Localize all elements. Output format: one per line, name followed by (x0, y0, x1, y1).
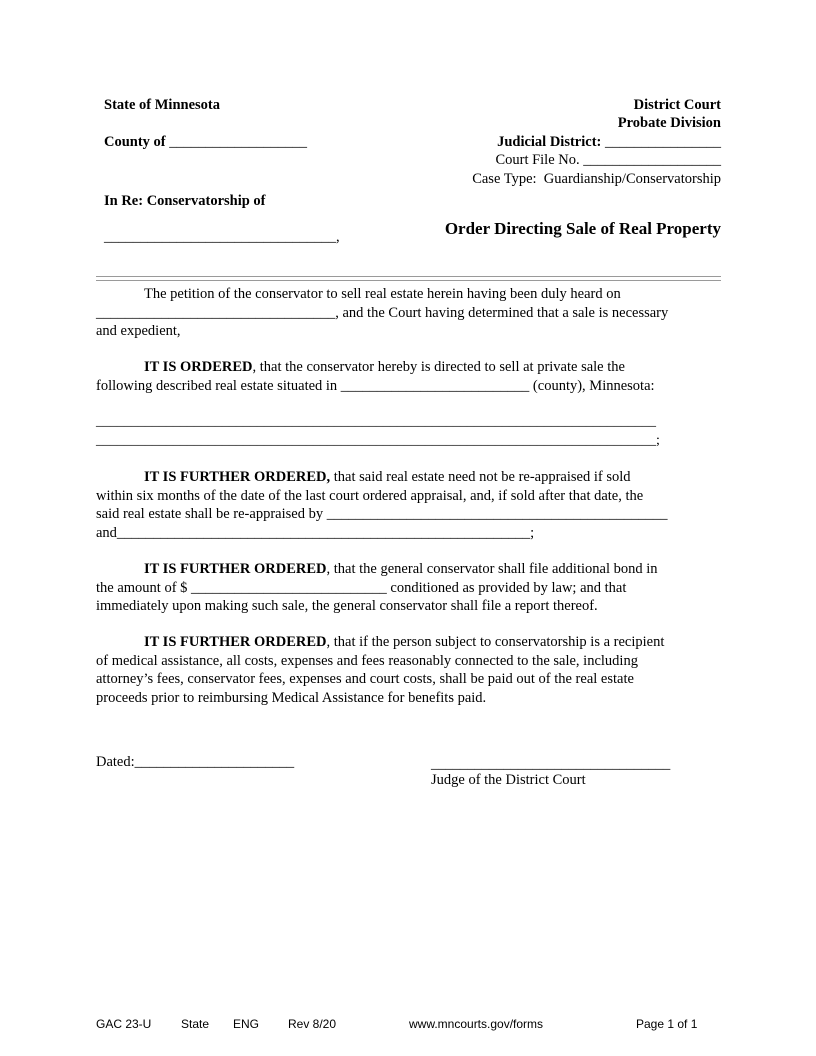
reappraisal-line-2: within six months of the date of the last court ordered appraisal, and, if sold after that date, the (96, 487, 644, 504)
ordered-lead: IT IS ORDERED (144, 359, 253, 375)
footer-revision: Rev 8/20 (288, 1017, 337, 1031)
court-file-line (495, 152, 721, 169)
judge-label: Judge of the District Court (431, 772, 586, 788)
medical-assistance-line-3: attorney’s fees, conservator fees, expenses and court costs, shall be paid out of the real estate (96, 671, 634, 687)
court-file-label: Court File No. (495, 152, 580, 168)
property-line-2[interactable]: ________________________________________________________________________________; (96, 432, 660, 448)
court-label: District Court (633, 97, 721, 113)
medical-assistance-line-4: proceeds prior to reimbursing Medical Assistance for benefits paid. (96, 689, 487, 706)
bond-line-1: , that the general conservator shall file additional bond in (326, 561, 658, 577)
petition-line-1: The petition of the conservator to sell real estate herein having been duly heard on (144, 286, 621, 302)
footer-page-number: Page 1 of 1 (636, 1017, 698, 1031)
bond-line-3: immediately upon making such sale, the general conservator shall file a report thereof. (96, 598, 598, 614)
petition-line-3: and expedient, (96, 323, 181, 339)
division-label: Probate Division (617, 115, 721, 131)
medical-assistance-line-1: , that if the person subject to conservatorship is a recipient (326, 634, 665, 650)
petition-paragraph (96, 285, 720, 341)
reappraisal-lead: IT IS FURTHER ORDERED, (144, 469, 331, 485)
header-divider-top (96, 276, 721, 277)
ordered-line-1: , that the conservator hereby is directed to sell at private sale the (252, 359, 625, 375)
ordered-paragraph (96, 358, 720, 395)
footer-language: ENG (233, 1017, 260, 1031)
reappraisal-line-1: that said real estate need not be re-appraised if sold (330, 469, 631, 485)
county-field[interactable]: ___________________ (169, 134, 308, 150)
judge-signature-line[interactable]: _________________________________ (431, 756, 671, 772)
case-type: Case Type: Guardianship/Conservatorship (472, 171, 721, 187)
reappraisal-line-4: and_________________________________________________________; (96, 524, 535, 541)
reappraisal-line-3: said real estate shall be re-appraised by _______________________________________________ (96, 506, 668, 522)
reappraisal-paragraph (96, 468, 720, 542)
property-description (96, 413, 720, 450)
court-file-field[interactable]: ___________________ (583, 152, 721, 168)
judicial-district-field[interactable]: ________________ (605, 134, 721, 150)
petition-line-2: _________________________________, and the Court having determined that a sale is necessary (96, 304, 669, 321)
county-label: County of (104, 134, 166, 150)
bond-line-2: the amount of $ ___________________________ conditioned as provided by law; and that (96, 579, 627, 596)
header-divider-bottom (96, 280, 721, 281)
property-line-1[interactable]: ________________________________________________________________________________ (96, 414, 656, 429)
in-re-label: In Re: Conservatorship of (104, 193, 266, 209)
bond-lead: IT IS FURTHER ORDERED (144, 561, 327, 577)
footer-state: State (181, 1017, 210, 1031)
footer-form-id: GAC 23-U (96, 1017, 152, 1031)
ordered-line-2: following described real estate situated in __________________________ (county), Minnesota: (96, 377, 655, 394)
county-line (104, 134, 307, 151)
document-title: Order Directing Sale of Real Property (444, 219, 721, 238)
state-label: State of Minnesota (104, 97, 220, 113)
dated-field[interactable]: ______________________ (134, 754, 295, 770)
dated-label: Dated: (96, 754, 135, 770)
judicial-district-line (497, 134, 721, 151)
dated-line (96, 754, 294, 771)
bond-paragraph (96, 560, 720, 616)
footer-url[interactable]: www.mncourts.gov/forms (409, 1017, 544, 1031)
medical-assistance-line-2: of medical assistance, all costs, expenses and fees reasonably connected to the sale, including (96, 652, 638, 669)
judicial-district-label: Judicial District: (497, 134, 602, 150)
medical-assistance-lead: IT IS FURTHER ORDERED (144, 634, 327, 650)
conservatee-name-field[interactable]: ________________________________, (104, 229, 340, 245)
medical-assistance-paragraph (96, 633, 720, 707)
